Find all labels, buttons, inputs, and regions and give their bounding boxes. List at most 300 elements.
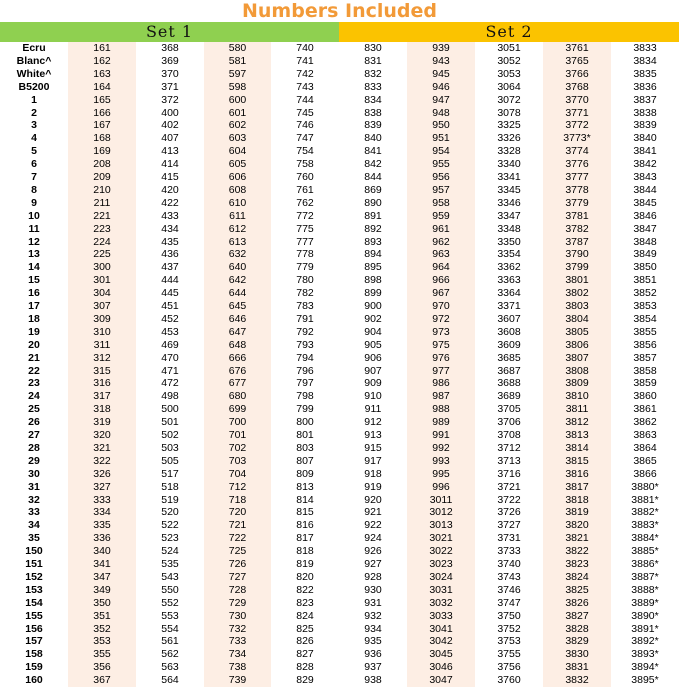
number-cell: 825 [296,622,314,635]
number-cell: 779 [296,261,314,274]
number-cell: 3362 [497,261,521,274]
number-cell: 3781 [565,209,589,222]
number-cell: 3609 [497,338,521,351]
number-cell: 3854 [633,312,657,325]
number-cell: 422 [161,196,179,209]
number-cell: 3011 [429,493,453,506]
number-cell: 919 [364,480,382,493]
number-cell: 3810 [565,390,589,403]
number-cell: 3608 [497,325,521,338]
number-cell: 950 [432,119,450,132]
number-cell: 553 [161,609,179,622]
number-cell: 3885* [631,545,659,558]
number-cell: 161 [93,42,111,54]
number-cell: 223 [93,222,111,235]
table-row [0,442,679,455]
number-cell: 3839 [633,119,657,132]
number-cell: 932 [364,609,382,622]
number-cell: 3852 [633,287,657,300]
table-row [0,55,679,68]
number-cell: 3345 [497,183,521,196]
number-cell: 3858 [633,364,657,377]
number-cell: 3778 [565,183,589,196]
number-cell: 906 [364,351,382,364]
table-row [0,236,679,249]
table-row [0,300,679,313]
number-cell: 300 [93,261,111,274]
number-cell: 3826 [565,596,589,609]
number-cell: 3818 [565,493,589,506]
table-row [0,313,679,326]
number-cell: 3820 [565,519,589,532]
number-cell: 209 [93,171,111,183]
number-cell: 3041 [429,622,453,635]
number-cell: 3713 [497,454,521,467]
number-cell: 520 [161,506,179,519]
row-label-cell: 16 [28,287,40,300]
table-row [0,145,679,158]
number-cell: 963 [432,248,450,261]
table-row [0,661,679,674]
number-cell: 666 [228,351,247,364]
number-cell: 210 [93,183,111,196]
table-row [0,403,679,416]
number-cell: 823 [296,596,314,609]
number-cell: 3326 [497,132,521,145]
number-cell: 993 [432,454,450,467]
number-cell: 3813 [565,429,589,441]
number-cell: 3891* [631,622,659,635]
number-cell: 603 [228,132,247,145]
table-row [0,132,679,145]
row-label-cell: 155 [25,609,43,622]
number-cell: 996 [432,480,450,493]
table-row [0,223,679,236]
number-cell: 892 [364,222,382,235]
number-cell: 3755 [497,648,521,661]
table-row [0,171,679,184]
numbers-table [0,42,679,687]
number-cell: 3753 [497,635,521,648]
number-cell: 900 [364,300,382,312]
number-cell: 608 [228,183,247,196]
table-row [0,584,679,597]
number-cell: 819 [296,558,314,570]
number-cell: 783 [296,300,314,312]
number-cell: 564 [161,674,179,687]
table-row [0,158,679,171]
number-cell: 3740 [497,558,521,570]
number-cell: 340 [93,545,111,558]
number-cell: 3889* [631,596,659,609]
number-cell: 644 [228,287,247,300]
number-cell: 3072 [497,93,521,106]
number-cell: 970 [432,300,450,312]
number-cell: 890 [364,196,382,209]
number-cell: 831 [364,54,382,67]
number-cell: 470 [161,351,179,364]
number-cell: 3807 [565,351,589,364]
number-cell: 989 [432,416,450,429]
number-cell: 3716 [497,467,521,480]
number-cell: 826 [296,635,314,648]
number-cell: 704 [228,467,247,480]
number-cell: 3013 [429,519,453,532]
number-cell: 3817 [565,480,589,493]
number-cell: 349 [93,583,111,596]
table-row [0,674,679,687]
number-cell: 3776 [565,158,589,171]
number-cell: 320 [93,429,111,441]
number-cell: 3816 [565,467,589,480]
number-cell: 676 [228,364,247,377]
table-row [0,494,679,507]
number-cell: 780 [296,274,314,287]
number-cell: 3830 [565,648,589,661]
row-label-cell: 32 [28,493,40,506]
number-cell: 350 [93,596,111,609]
number-cell: 444 [161,274,179,287]
number-cell: 3823 [565,558,589,570]
number-cell: 535 [161,558,179,570]
number-cell: 758 [296,158,314,171]
number-cell: 740 [296,42,314,54]
number-cell: 3808 [565,364,589,377]
number-cell: 955 [432,158,450,171]
number-cell: 728 [228,583,247,596]
number-cell: 3847 [633,222,657,235]
number-cell: 3746 [497,583,521,596]
number-cell: 793 [296,338,314,351]
number-cell: 312 [93,351,111,364]
number-cell: 445 [161,287,179,300]
number-cell: 721 [228,519,247,532]
number-cell: 3354 [497,248,521,261]
number-cell: 307 [93,300,111,312]
number-cell: 3835 [633,67,657,80]
number-cell: 3895* [631,674,659,687]
number-cell: 3801 [565,274,589,287]
number-cell: 316 [93,377,111,390]
row-label-cell: 19 [28,325,40,338]
table-row [0,365,679,378]
row-label-cell: 25 [28,403,40,416]
number-cell: 3894* [631,661,659,674]
row-label-cell: 10 [28,209,40,222]
number-cell: 517 [161,467,179,480]
row-label-cell: 12 [28,235,40,248]
table-row [0,68,679,81]
row-label-cell: 158 [25,648,43,661]
number-cell: 3849 [633,248,657,261]
table-row [0,42,679,55]
number-cell: 948 [432,106,450,119]
number-cell: 3887* [631,570,659,583]
number-cell: 822 [296,583,314,596]
number-cell: 3761 [565,42,589,54]
number-cell: 317 [93,390,111,403]
number-cell: 505 [161,454,179,467]
row-label-cell: 34 [28,519,40,532]
number-cell: 995 [432,467,450,480]
number-cell: 310 [93,325,111,338]
number-cell: 166 [93,106,111,119]
set-headers [0,22,679,42]
row-label-cell: 13 [28,248,40,261]
number-cell: 3790 [565,248,589,261]
number-cell: 842 [364,158,382,171]
number-cell: 813 [296,480,314,493]
number-cell: 739 [228,674,247,687]
number-cell: 677 [228,377,247,390]
number-cell: 368 [161,42,179,54]
number-cell: 3042 [429,635,453,648]
number-cell: 562 [161,648,179,661]
row-label-cell: 21 [28,351,40,364]
number-cell: 910 [364,390,382,403]
number-cell: 3850 [633,261,657,274]
number-cell: 975 [432,338,450,351]
number-cell: 3341 [497,171,521,183]
row-label-cell: White^ [16,67,52,80]
number-cell: 3838 [633,106,657,119]
row-label-cell: 157 [25,635,43,648]
number-cell: 992 [432,441,450,454]
number-cell: 726 [228,558,247,570]
number-cell: 3836 [633,80,657,93]
table-row [0,119,679,132]
number-cell: 341 [93,558,111,570]
row-label-cell: 159 [25,661,43,674]
number-cell: 333 [93,493,111,506]
number-cell: 563 [161,661,179,674]
number-cell: 3722 [497,493,521,506]
row-label-cell: 6 [31,158,37,171]
number-cell: 3883* [631,519,659,532]
number-cell: 3853 [633,300,657,312]
number-cell: 3893* [631,648,659,661]
number-cell: 3325 [497,119,521,132]
row-label-cell: 156 [25,622,43,635]
number-cell: 760 [296,171,314,183]
number-cell: 351 [93,609,111,622]
number-cell: 958 [432,196,450,209]
number-cell: 830 [364,42,382,54]
number-cell: 3348 [497,222,521,235]
number-cell: 3837 [633,93,657,106]
number-cell: 221 [93,209,111,222]
number-cell: 809 [296,467,314,480]
number-cell: 3685 [497,351,521,364]
number-cell: 3856 [633,338,657,351]
number-cell: 699 [228,403,247,416]
number-cell: 469 [161,338,179,351]
number-cell: 832 [364,67,382,80]
number-cell: 319 [93,416,111,429]
number-cell: 939 [432,42,450,54]
number-cell: 959 [432,209,450,222]
number-cell: 612 [228,222,247,235]
number-cell: 3880* [631,480,659,493]
number-cell: 3364 [497,287,521,300]
number-cell: 729 [228,596,247,609]
number-cell: 972 [432,312,450,325]
number-cell: 782 [296,287,314,300]
number-cell: 3350 [497,235,521,248]
number-cell: 3866 [633,467,657,480]
number-cell: 807 [296,454,314,467]
number-cell: 824 [296,609,314,622]
number-cell: 3806 [565,338,589,351]
number-cell: 3347 [497,209,521,222]
number-cell: 3031 [429,583,453,596]
number-cell: 3773* [563,132,591,145]
number-cell: 905 [364,338,382,351]
number-cell: 3024 [429,570,453,583]
number-cell: 3021 [429,532,453,545]
number-cell: 3033 [429,609,453,622]
number-cell: 3848 [633,235,657,248]
number-cell: 3888* [631,583,659,596]
row-label-cell: 33 [28,506,40,519]
number-cell: 3822 [565,545,589,558]
number-cell: 703 [228,454,247,467]
table-row [0,623,679,636]
number-cell: 3752 [497,622,521,635]
number-cell: 722 [228,532,247,545]
number-cell: 700 [228,416,247,429]
number-cell: 828 [296,661,314,674]
number-cell: 3705 [497,403,521,416]
number-cell: 433 [161,209,179,222]
number-cell: 3064 [497,80,521,93]
number-cell: 369 [161,54,179,67]
number-cell: 322 [93,454,111,467]
number-cell: 3706 [497,416,521,429]
number-cell: 611 [229,209,246,222]
number-cell: 913 [364,429,382,441]
number-cell: 792 [296,325,314,338]
number-cell: 745 [296,106,314,119]
table-row [0,532,679,545]
number-cell: 472 [161,377,179,390]
number-cell: 3864 [633,441,657,454]
number-cell: 3047 [429,674,453,687]
number-cell: 3827 [565,609,589,622]
number-cell: 986 [432,377,450,390]
number-cell: 3828 [565,622,589,635]
number-cell: 718 [228,493,247,506]
row-label-cell: 154 [25,596,43,609]
number-cell: 834 [364,93,382,106]
number-cell: 581 [228,54,247,67]
number-cell: 894 [364,248,382,261]
number-cell: 606 [228,171,247,183]
number-cell: 413 [161,145,179,158]
number-cell: 3045 [429,648,453,661]
number-cell: 169 [93,145,111,158]
table-row [0,287,679,300]
number-cell: 415 [161,171,179,183]
number-cell: 3782 [565,222,589,235]
number-cell: 3819 [565,506,589,519]
number-cell: 3821 [565,532,589,545]
row-label-cell: 1 [31,93,37,106]
number-cell: 453 [161,325,179,338]
number-cell: 647 [228,325,247,338]
number-cell: 602 [228,119,247,132]
set-1-header: Set 1 [0,22,339,42]
number-cell: 3787 [565,235,589,248]
number-cell: 712 [228,480,247,493]
number-cell: 3859 [633,377,657,390]
row-label-cell: 31 [28,480,40,493]
number-cell: 334 [93,506,111,519]
number-cell: 543 [161,570,179,583]
number-cell: 500 [161,403,179,416]
number-cell: 946 [432,80,450,93]
number-cell: 725 [228,545,247,558]
number-cell: 3863 [633,429,657,441]
number-cell: 3078 [497,106,521,119]
number-cell: 600 [228,93,247,106]
row-label-cell: 151 [25,558,43,570]
number-cell: 3765 [565,54,589,67]
number-cell: 3832 [565,674,589,687]
number-cell: 3834 [633,54,657,67]
number-cell: 347 [93,570,111,583]
row-label-cell: 150 [25,545,43,558]
number-cell: 3766 [565,67,589,80]
number-cell: 966 [432,274,450,287]
number-cell: 3831 [565,661,589,674]
row-label-cell: B5200 [18,80,50,93]
row-label-cell: 5 [31,145,37,158]
number-cell: 3772 [565,119,589,132]
number-cell: 3777 [565,171,589,183]
number-cell: 746 [296,119,314,132]
number-cell: 754 [296,145,314,158]
row-label-cell: 23 [28,377,40,390]
number-cell: 3046 [429,661,453,674]
number-cell: 895 [364,261,382,274]
number-cell: 3712 [497,441,521,454]
number-cell: 3022 [429,545,453,558]
number-cell: 3687 [497,364,521,377]
number-cell: 3884* [631,532,659,545]
number-cell: 3774 [565,145,589,158]
row-label-cell: Ecru [22,42,46,54]
number-cell: 3771 [565,106,589,119]
number-cell: 3779 [565,196,589,209]
number-cell: 839 [364,119,382,132]
number-cell: 797 [296,377,314,390]
number-cell: 3857 [633,351,657,364]
number-cell: 829 [296,674,314,687]
row-label-cell: 24 [28,390,40,403]
number-cell: 3824 [565,570,589,583]
number-cell: 844 [364,171,382,183]
number-cell: 3841 [633,145,657,158]
number-cell: 761 [296,183,314,196]
table-row [0,339,679,352]
number-cell: 3756 [497,661,521,674]
number-cell: 3053 [497,67,521,80]
number-cell: 3843 [633,171,657,183]
number-cell: 3721 [497,480,521,493]
row-label-cell: 2 [31,106,37,119]
number-cell: 3855 [633,325,657,338]
